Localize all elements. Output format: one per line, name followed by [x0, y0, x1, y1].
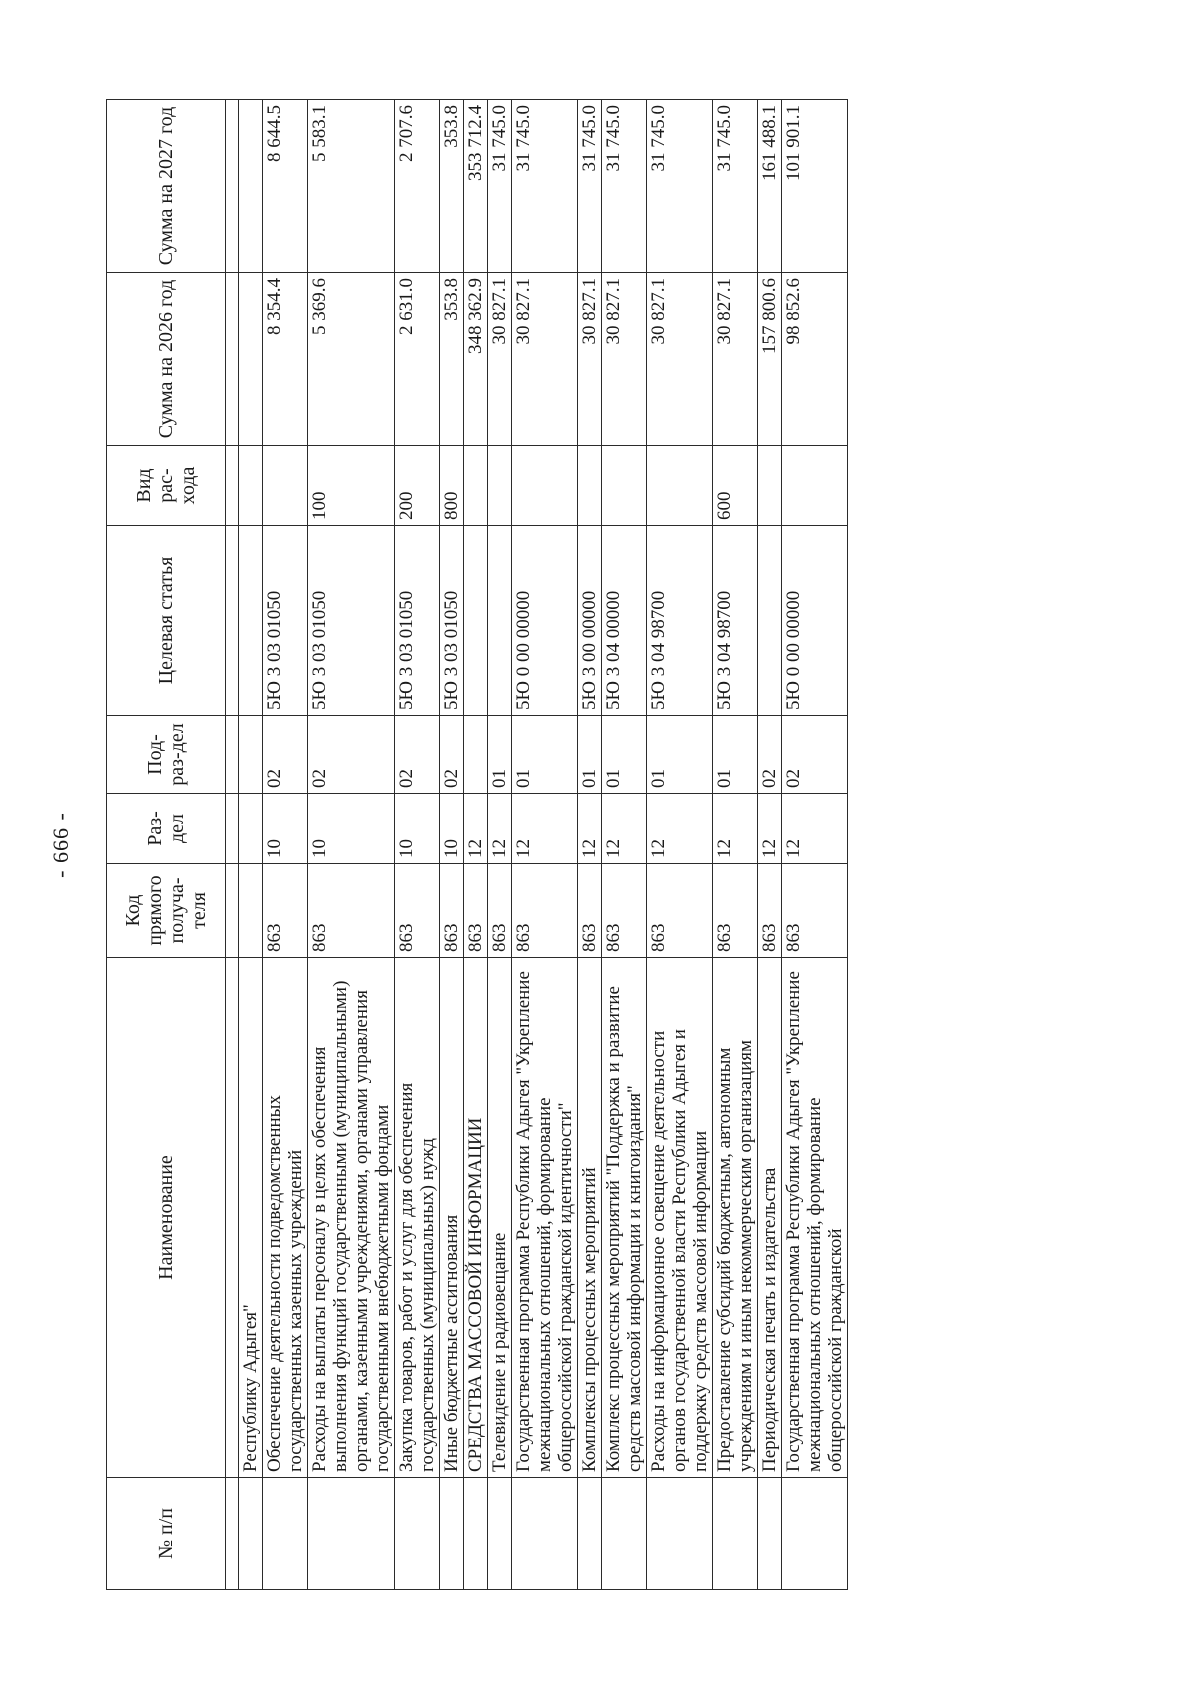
header-target: Целевая статья [107, 526, 226, 716]
cell-sum-2027: 5 583.1 [308, 100, 395, 273]
cell-section: 10 [395, 794, 440, 864]
cell-subsection: 01 [578, 716, 602, 794]
cell-section: 12 [464, 794, 488, 864]
cell-name: Государственная программа Республики Адыгея "Укрепление межнациональных отношений, формирование общероссийской гражданской идентичности" [512, 958, 578, 1478]
table-row [263, 100, 308, 1590]
cell-sum-2026: 5 369.6 [308, 273, 395, 446]
cell-sum-2026: 30 827.1 [647, 273, 713, 446]
header-num: № п/п [107, 1478, 226, 1590]
cell-code: 863 [758, 864, 782, 958]
cell-target: 5Ю 0 00 00000 [782, 526, 848, 716]
cell-target [488, 526, 512, 716]
header-expense-type: Вид рас-хода [107, 446, 226, 526]
table-header-row [107, 100, 226, 1590]
cell-code: 863 [713, 864, 758, 958]
cell-sum-2027: 31 745.0 [578, 100, 602, 273]
cell-num [308, 1478, 395, 1590]
header-name: Наименование [107, 958, 226, 1478]
cell-name: Обеспечение деятельности подведомственных государственных казенных учреждений [263, 958, 308, 1478]
header-sum-2027: Сумма на 2027 год [107, 100, 226, 273]
cell-name: Телевидение и радиовещание [488, 958, 512, 1478]
cell-subsection: 02 [440, 716, 464, 794]
cell-target: 5Ю 0 00 00000 [512, 526, 578, 716]
table-row [308, 100, 395, 1590]
cell-num [602, 1478, 647, 1590]
budget-table [106, 99, 848, 1590]
cell-expense-type [782, 446, 848, 526]
cell-sum-2027: 31 745.0 [488, 100, 512, 273]
cell-code: 863 [308, 864, 395, 958]
cell-sum-2027: 31 745.0 [602, 100, 647, 273]
cell-num [647, 1478, 713, 1590]
page-number: - 666 - [48, 812, 73, 878]
cell-expense-type: 600 [713, 446, 758, 526]
cell-subsection: 02 [308, 716, 395, 794]
cell-sum-2026 [239, 273, 263, 446]
cell-expense-type [647, 446, 713, 526]
cell-expense-type [464, 446, 488, 526]
cell-section: 10 [440, 794, 464, 864]
cell-num [239, 1478, 263, 1590]
cell-sum-2027: 31 745.0 [713, 100, 758, 273]
cell-target: 5Ю 3 04 98700 [713, 526, 758, 716]
cell-expense-type [758, 446, 782, 526]
blank-row [226, 100, 239, 1590]
cell-code: 863 [512, 864, 578, 958]
cell-target: 5Ю 3 00 00000 [578, 526, 602, 716]
table-row [239, 100, 263, 1590]
cell-sum-2026: 348 362.9 [464, 273, 488, 446]
cell-expense-type [578, 446, 602, 526]
cell-subsection: 01 [647, 716, 713, 794]
cell-sum-2027: 31 745.0 [647, 100, 713, 273]
cell-section: 12 [488, 794, 512, 864]
cell-target: 5Ю 3 03 01050 [395, 526, 440, 716]
cell-expense-type: 800 [440, 446, 464, 526]
cell-section: 12 [578, 794, 602, 864]
table-row [578, 100, 602, 1590]
cell-code: 863 [782, 864, 848, 958]
cell-subsection: 01 [713, 716, 758, 794]
cell-expense-type [602, 446, 647, 526]
cell-sum-2026: 30 827.1 [578, 273, 602, 446]
cell-subsection: 01 [488, 716, 512, 794]
cell-code: 863 [647, 864, 713, 958]
cell-sum-2027: 353 712.4 [464, 100, 488, 273]
cell-name: Государственная программа Республики Адыгея "Укрепление межнациональных отношений, формирование общероссийской гражданской [782, 958, 848, 1478]
cell-name: Предоставление субсидий бюджетным, автономным учреждениям и иным некоммерческим организациям [713, 958, 758, 1478]
cell-sum-2027: 101 901.1 [782, 100, 848, 273]
header-subsection: Под-раз-дел [107, 716, 226, 794]
cell-expense-type [239, 446, 263, 526]
cell-num [488, 1478, 512, 1590]
cell-expense-type: 100 [308, 446, 395, 526]
cell-sum-2026: 8 354.4 [263, 273, 308, 446]
cell-subsection: 02 [395, 716, 440, 794]
table-row [512, 100, 578, 1590]
cell-target [239, 526, 263, 716]
cell-name: Закупка товаров, работ и услуг для обеспечения государственных (муниципальных) нужд [395, 958, 440, 1478]
cell-subsection: 02 [758, 716, 782, 794]
cell-expense-type [512, 446, 578, 526]
cell-target: 5Ю 3 04 00000 [602, 526, 647, 716]
cell-sum-2026: 157 800.6 [758, 273, 782, 446]
cell-target [464, 526, 488, 716]
cell-target [758, 526, 782, 716]
cell-code [239, 864, 263, 958]
header-code: Код прямого получа-теля [107, 864, 226, 958]
cell-sum-2027 [239, 100, 263, 273]
cell-subsection [239, 716, 263, 794]
cell-name: Иные бюджетные ассигнования [440, 958, 464, 1478]
cell-code: 863 [578, 864, 602, 958]
cell-subsection: 01 [602, 716, 647, 794]
cell-name: Периодическая печать и издательства [758, 958, 782, 1478]
table-row [464, 100, 488, 1590]
table-row [782, 100, 848, 1590]
cell-code: 863 [395, 864, 440, 958]
cell-name: Расходы на информационное освещение деятельности органов государственной власти Республики Адыгея и поддержку средств массовой информации [647, 958, 713, 1478]
cell-target: 5Ю 3 03 01050 [440, 526, 464, 716]
cell-expense-type [488, 446, 512, 526]
cell-sum-2027: 8 644.5 [263, 100, 308, 273]
cell-target: 5Ю 3 04 98700 [647, 526, 713, 716]
table-row [488, 100, 512, 1590]
cell-code: 863 [440, 864, 464, 958]
cell-sum-2027: 31 745.0 [512, 100, 578, 273]
cell-section: 10 [308, 794, 395, 864]
cell-num [464, 1478, 488, 1590]
cell-section: 12 [713, 794, 758, 864]
table-row [395, 100, 440, 1590]
rotated-page [48, 100, 998, 1590]
header-sum-2026: Сумма на 2026 год [107, 273, 226, 446]
cell-subsection: 02 [263, 716, 308, 794]
cell-section: 12 [602, 794, 647, 864]
table-row [440, 100, 464, 1590]
cell-name: Комплекс процессных мероприятий "Поддержка и развитие средств массовой информации и книгоиздания" [602, 958, 647, 1478]
cell-num [395, 1478, 440, 1590]
cell-sum-2026: 30 827.1 [713, 273, 758, 446]
cell-name: СРЕДСТВА МАССОВОЙ ИНФОРМАЦИИ [464, 958, 488, 1478]
cell-expense-type: 200 [395, 446, 440, 526]
cell-sum-2027: 353.8 [440, 100, 464, 273]
cell-num [758, 1478, 782, 1590]
cell-code: 863 [488, 864, 512, 958]
cell-section: 12 [647, 794, 713, 864]
cell-code: 863 [263, 864, 308, 958]
cell-sum-2027: 161 488.1 [758, 100, 782, 273]
cell-num [782, 1478, 848, 1590]
cell-name: Комплексы процессных мероприятий [578, 958, 602, 1478]
cell-subsection: 01 [512, 716, 578, 794]
cell-subsection [464, 716, 488, 794]
cell-expense-type [263, 446, 308, 526]
cell-sum-2027: 2 707.6 [395, 100, 440, 273]
cell-sum-2026: 353.8 [440, 273, 464, 446]
cell-num [263, 1478, 308, 1590]
cell-subsection: 02 [782, 716, 848, 794]
table-row [647, 100, 713, 1590]
cell-code: 863 [602, 864, 647, 958]
cell-section: 10 [263, 794, 308, 864]
table-body [226, 100, 848, 1590]
cell-section: 12 [512, 794, 578, 864]
cell-num [440, 1478, 464, 1590]
cell-target: 5Ю 3 03 01050 [308, 526, 395, 716]
table-row [713, 100, 758, 1590]
table-row [602, 100, 647, 1590]
cell-sum-2026: 30 827.1 [488, 273, 512, 446]
cell-section: 12 [758, 794, 782, 864]
cell-name: Расходы на выплаты персоналу в целях обеспечения выполнения функций государственными (муниципальными) органами, казенными учреждениями, органами управления государственными внебюджетными фондами [308, 958, 395, 1478]
cell-section: 12 [782, 794, 848, 864]
table-row [758, 100, 782, 1590]
cell-num [578, 1478, 602, 1590]
cell-sum-2026: 30 827.1 [512, 273, 578, 446]
cell-sum-2026: 30 827.1 [602, 273, 647, 446]
cell-target: 5Ю 3 03 01050 [263, 526, 308, 716]
cell-sum-2026: 2 631.0 [395, 273, 440, 446]
cell-sum-2026: 98 852.6 [782, 273, 848, 446]
header-section: Раз-дел [107, 794, 226, 864]
cell-section [239, 794, 263, 864]
cell-num [713, 1478, 758, 1590]
cell-num [512, 1478, 578, 1590]
cell-name: Республику Адыгея" [239, 958, 263, 1478]
cell-code: 863 [464, 864, 488, 958]
